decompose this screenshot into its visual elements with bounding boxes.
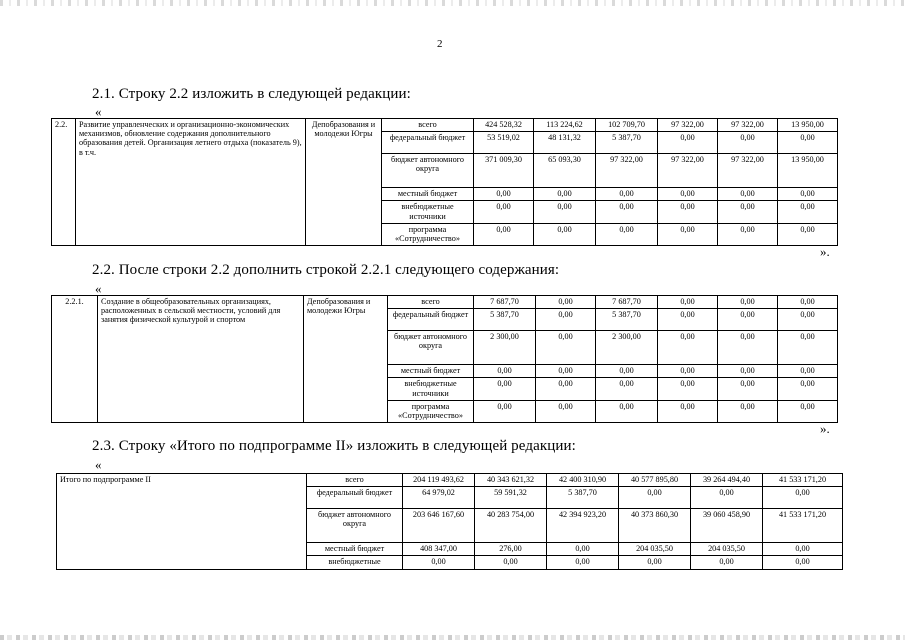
value-cell: 65 093,30 <box>534 154 596 188</box>
value-cell: 0,00 <box>763 487 843 509</box>
value-cell: 97 322,00 <box>658 119 718 132</box>
value-cell: 0,00 <box>718 296 778 309</box>
value-cell: 0,00 <box>536 365 596 378</box>
value-cell: 0,00 <box>658 188 718 201</box>
funding-source: федеральный бюджет <box>382 132 474 154</box>
funding-source: местный бюджет <box>388 365 474 378</box>
value-cell: 97 322,00 <box>718 154 778 188</box>
row-title: Создание в общеобразовательных организациях, расположенных в сельской местности, условий для занятия физической культурой и спортом <box>98 296 304 423</box>
value-cell: 0,00 <box>534 188 596 201</box>
value-cell: 64 979,02 <box>403 487 475 509</box>
value-cell: 40 283 754,00 <box>475 509 547 543</box>
value-cell: 42 400 310,90 <box>547 474 619 487</box>
open-quote: « <box>95 104 102 119</box>
funding-source: местный бюджет <box>307 543 403 556</box>
funding-source: внебюджетные источники <box>382 201 474 223</box>
table-row-2-2-1 <box>51 295 838 423</box>
value-cell: 102 709,70 <box>596 119 658 132</box>
funding-source: внебюджетные источники <box>388 378 474 400</box>
page-number: 2 <box>437 38 443 50</box>
value-cell: 0,00 <box>536 331 596 365</box>
value-cell: 0,00 <box>658 365 718 378</box>
value-cell: 0,00 <box>718 201 778 223</box>
value-cell: 0,00 <box>403 556 475 569</box>
value-cell: 0,00 <box>474 188 534 201</box>
value-cell: 0,00 <box>536 296 596 309</box>
section-heading-2-2: 2.2. После строки 2.2 дополнить строкой 2.2.1 следующего содержания: <box>92 262 560 278</box>
value-cell: 0,00 <box>778 223 838 245</box>
value-cell: 0,00 <box>658 132 718 154</box>
row-title: Итого по подпрограмме II <box>57 474 307 570</box>
value-cell: 0,00 <box>619 556 691 569</box>
row-executor: Депобразования и молодежи Югры <box>304 296 388 423</box>
value-cell: 0,00 <box>658 223 718 245</box>
row-title: Развитие управленческих и организационно-экономических механизмов, обновление содержания дополнительного образования детей. Организация летнего отдыха (показатель 9), в т.ч. <box>76 119 306 246</box>
value-cell: 0,00 <box>474 223 534 245</box>
value-cell: 0,00 <box>718 378 778 400</box>
value-cell: 40 373 860,30 <box>619 509 691 543</box>
value-cell: 204 035,50 <box>619 543 691 556</box>
value-cell: 5 387,70 <box>596 309 658 331</box>
value-cell: 424 528,32 <box>474 119 534 132</box>
value-cell: 0,00 <box>475 556 547 569</box>
value-cell: 0,00 <box>718 400 778 422</box>
value-cell: 0,00 <box>596 188 658 201</box>
value-cell: 0,00 <box>718 223 778 245</box>
funding-source: программа «Сотрудничество» <box>388 400 474 422</box>
value-cell: 0,00 <box>718 309 778 331</box>
value-cell: 97 322,00 <box>718 119 778 132</box>
value-cell: 204 119 493,62 <box>403 474 475 487</box>
funding-source: всего <box>307 474 403 487</box>
value-cell: 39 060 458,90 <box>691 509 763 543</box>
value-cell: 97 322,00 <box>658 154 718 188</box>
value-cell: 2 300,00 <box>474 331 536 365</box>
value-cell: 0,00 <box>547 543 619 556</box>
funding-source: внебюджетные <box>307 556 403 569</box>
value-cell: 0,00 <box>778 188 838 201</box>
close-quote: ». <box>820 244 830 259</box>
value-cell: 0,00 <box>596 400 658 422</box>
value-cell: 2 300,00 <box>596 331 658 365</box>
value-cell: 204 035,50 <box>691 543 763 556</box>
value-cell: 39 264 494,40 <box>691 474 763 487</box>
value-cell: 0,00 <box>534 201 596 223</box>
funding-source: местный бюджет <box>382 188 474 201</box>
open-quote: « <box>95 457 102 472</box>
value-cell: 0,00 <box>778 296 838 309</box>
value-cell: 0,00 <box>778 201 838 223</box>
value-cell: 13 950,00 <box>778 119 838 132</box>
value-cell: 0,00 <box>474 201 534 223</box>
value-cell: 7 687,70 <box>474 296 536 309</box>
value-cell: 41 533 171,20 <box>763 474 843 487</box>
value-cell: 0,00 <box>474 378 536 400</box>
value-cell: 0,00 <box>778 331 838 365</box>
funding-source: федеральный бюджет <box>307 487 403 509</box>
value-cell: 0,00 <box>778 378 838 400</box>
scan-edge-bottom <box>0 635 905 640</box>
value-cell: 40 577 895,80 <box>619 474 691 487</box>
value-cell: 0,00 <box>778 365 838 378</box>
value-cell: 0,00 <box>763 556 843 569</box>
value-cell: 5 387,70 <box>547 487 619 509</box>
funding-source: программа «Сотрудничество» <box>382 223 474 245</box>
value-cell: 0,00 <box>718 188 778 201</box>
value-cell: 0,00 <box>778 400 838 422</box>
value-cell: 0,00 <box>718 132 778 154</box>
value-cell: 0,00 <box>536 309 596 331</box>
value-cell: 0,00 <box>596 365 658 378</box>
row-code: 2.2.1. <box>52 296 98 423</box>
value-cell: 0,00 <box>778 132 838 154</box>
value-cell: 0,00 <box>658 331 718 365</box>
table-row-2-2 <box>51 118 838 246</box>
row-executor: Депобразования и молодежи Югры <box>306 119 382 246</box>
value-cell: 53 519,02 <box>474 132 534 154</box>
value-cell: 0,00 <box>718 331 778 365</box>
value-cell: 48 131,32 <box>534 132 596 154</box>
value-cell: 0,00 <box>718 365 778 378</box>
funding-source: бюджет автономного округа <box>388 331 474 365</box>
value-cell: 203 646 167,60 <box>403 509 475 543</box>
value-cell: 0,00 <box>763 543 843 556</box>
value-cell: 0,00 <box>658 400 718 422</box>
value-cell: 0,00 <box>536 378 596 400</box>
value-cell: 0,00 <box>658 378 718 400</box>
funding-source: федеральный бюджет <box>388 309 474 331</box>
value-cell: 276,00 <box>475 543 547 556</box>
value-cell: 0,00 <box>596 201 658 223</box>
value-cell: 0,00 <box>596 378 658 400</box>
section-heading-2-1: 2.1. Строку 2.2 изложить в следующей редакции: <box>92 86 411 102</box>
value-cell: 0,00 <box>596 223 658 245</box>
funding-source: всего <box>388 296 474 309</box>
funding-source: бюджет автономного округа <box>382 154 474 188</box>
value-cell: 0,00 <box>691 556 763 569</box>
value-cell: 40 343 621,32 <box>475 474 547 487</box>
value-cell: 0,00 <box>619 487 691 509</box>
funding-source: бюджет автономного округа <box>307 509 403 543</box>
value-cell: 113 224,62 <box>534 119 596 132</box>
row-code: 2.2. <box>52 119 76 246</box>
value-cell: 7 687,70 <box>596 296 658 309</box>
open-quote: « <box>95 281 102 296</box>
value-cell: 97 322,00 <box>596 154 658 188</box>
scan-edge-top <box>0 0 905 6</box>
value-cell: 59 591,32 <box>475 487 547 509</box>
value-cell: 0,00 <box>778 309 838 331</box>
value-cell: 13 950,00 <box>778 154 838 188</box>
funding-source: всего <box>382 119 474 132</box>
value-cell: 408 347,00 <box>403 543 475 556</box>
value-cell: 5 387,70 <box>474 309 536 331</box>
value-cell: 0,00 <box>658 296 718 309</box>
value-cell: 0,00 <box>691 487 763 509</box>
value-cell: 0,00 <box>474 365 536 378</box>
value-cell: 0,00 <box>658 201 718 223</box>
value-cell: 0,00 <box>474 400 536 422</box>
value-cell: 41 533 171,20 <box>763 509 843 543</box>
value-cell: 42 394 923,20 <box>547 509 619 543</box>
value-cell: 0,00 <box>658 309 718 331</box>
value-cell: 5 387,70 <box>596 132 658 154</box>
value-cell: 0,00 <box>547 556 619 569</box>
value-cell: 0,00 <box>534 223 596 245</box>
table-total-subprogram <box>56 473 843 570</box>
value-cell: 371 009,30 <box>474 154 534 188</box>
section-heading-2-3: 2.3. Строку «Итого по подпрограмме II» изложить в следующей редакции: <box>92 438 576 454</box>
value-cell: 0,00 <box>536 400 596 422</box>
close-quote: ». <box>820 421 830 436</box>
